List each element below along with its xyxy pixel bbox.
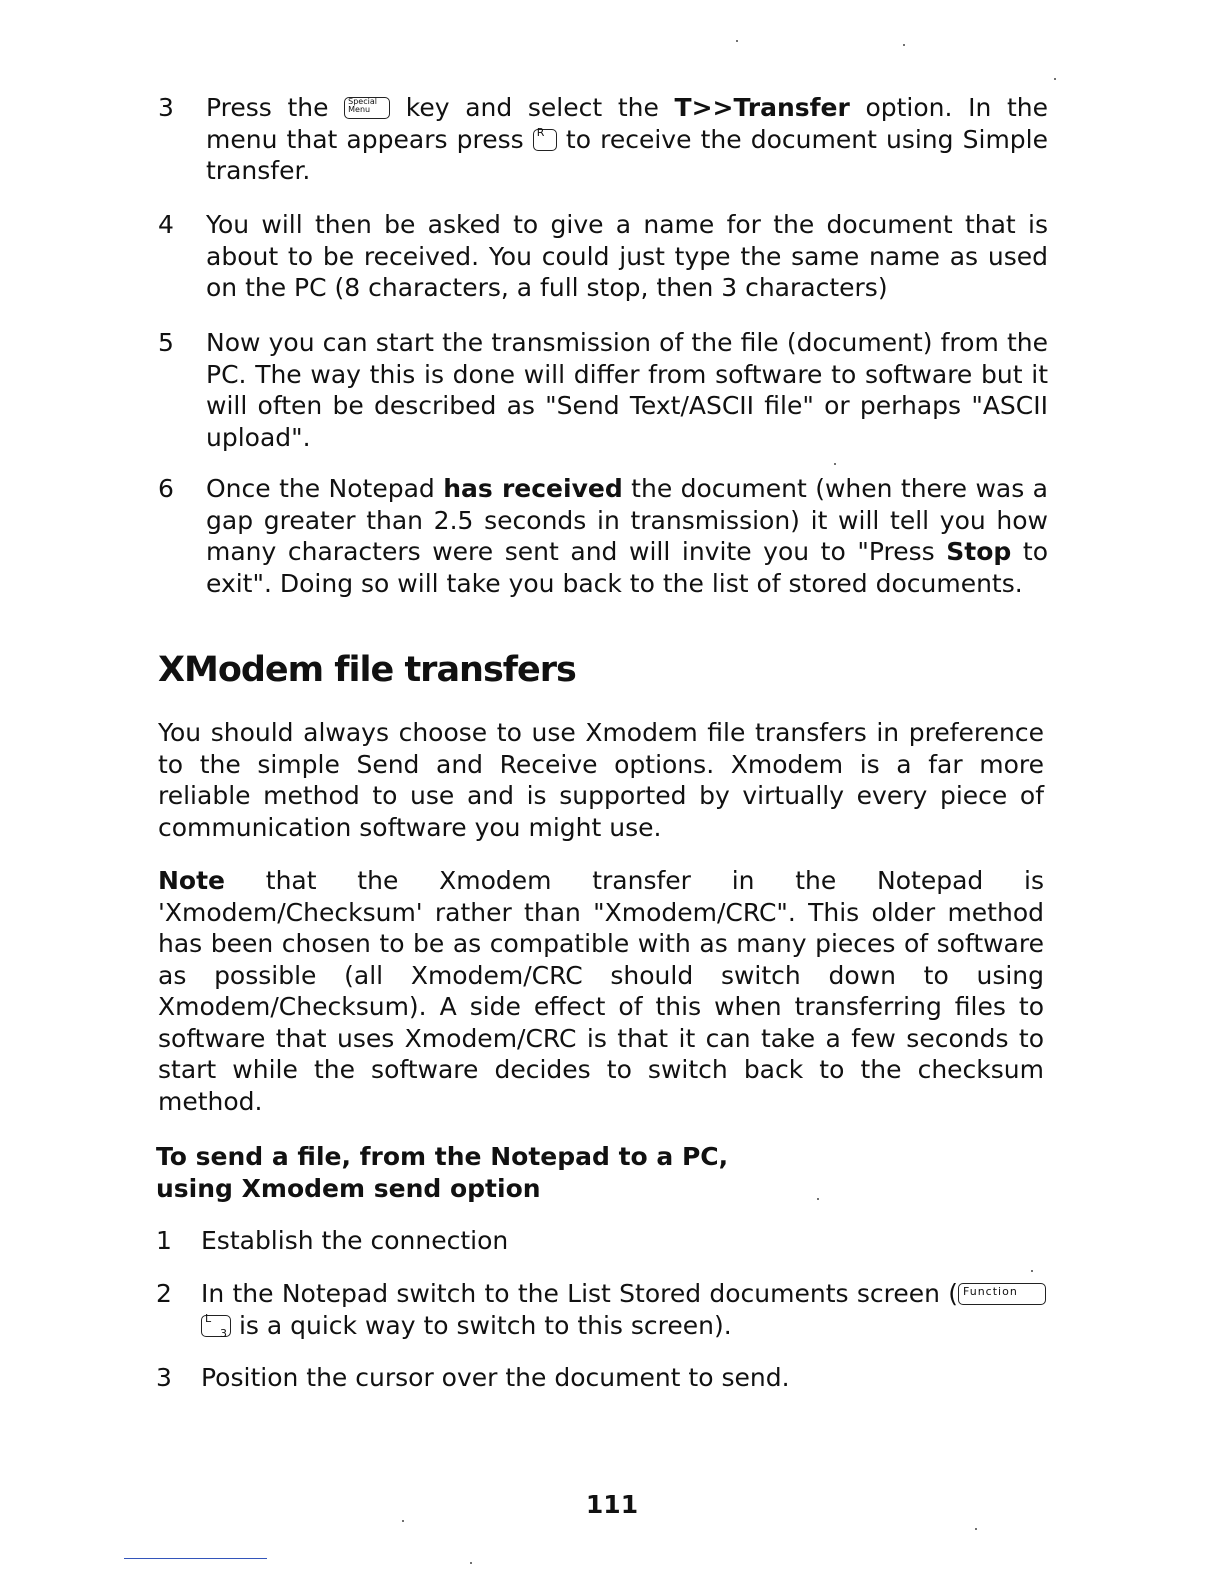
scan-speck bbox=[817, 1198, 819, 1200]
scan-speck bbox=[834, 463, 836, 465]
scan-speck bbox=[736, 40, 738, 42]
scan-speck bbox=[470, 1562, 472, 1564]
scan-speck bbox=[1054, 78, 1056, 80]
step-6-received bbox=[158, 473, 1048, 599]
section-heading: XModem file transfers bbox=[158, 650, 576, 690]
step-text: Press the Special Menu key and select the T>>Transfer option. In the menu that appears press R to receive the document using Simple transfer. bbox=[206, 93, 1049, 185]
l-key-icon: L 3 bbox=[201, 1315, 231, 1337]
send-step-1 bbox=[156, 1225, 1046, 1257]
step-number: 5 bbox=[158, 328, 174, 357]
scan-speck bbox=[903, 44, 905, 46]
step-3-receive bbox=[158, 92, 1048, 187]
scan-speck bbox=[1031, 1270, 1033, 1272]
step-text: Now you can start the transmission of the file (document) from the PC. The way this is done will differ from software to software but it will often be described as "Send Text/ASCII file" or perhaps "ASCII upload". bbox=[206, 328, 1048, 452]
scan-line-artifact bbox=[124, 1558, 267, 1559]
send-step-2 bbox=[156, 1278, 1046, 1341]
scan-speck bbox=[975, 1528, 977, 1530]
r-key-icon: R bbox=[533, 129, 557, 151]
send-step-3 bbox=[156, 1362, 1046, 1394]
step-number: 6 bbox=[158, 474, 174, 503]
step-number: 2 bbox=[156, 1279, 172, 1308]
step-text: You will then be asked to give a name for the document that is about to be received. You could just type the same name as used on the PC (8 characters, a full stop, then 3 characters) bbox=[206, 210, 1048, 302]
step-text: Position the cursor over the document to send. bbox=[201, 1363, 790, 1392]
special-menu-key-icon: Special Menu bbox=[344, 97, 390, 119]
note-paragraph: Note that the Xmodem transfer in the Notepad is 'Xmodem/Checksum' rather than "Xmodem/CRC". This older method has been chosen to be as compatible with as many pieces of software as possible (all Xmodem/CRC should switch down to using Xmodem/Checksum). A side effect of this when transferring files to software that uses Xmodem/CRC is that it can take a few seconds to start while the software decides to switch back to the checksum method. bbox=[158, 866, 1045, 1116]
step-4-name-document bbox=[158, 209, 1048, 304]
step-number: 4 bbox=[158, 210, 174, 239]
intro-paragraph: You should always choose to use Xmodem file transfers in preference to the simple Send and Receive options. Xmodem is a far more reliable method to use and is supported by virtually every piece of communication software you might use. bbox=[158, 718, 1044, 842]
step-number: 3 bbox=[156, 1363, 172, 1392]
page-number: 111 bbox=[585, 1490, 639, 1519]
step-text: Establish the connection bbox=[201, 1226, 509, 1255]
step-number: 1 bbox=[156, 1226, 172, 1255]
note-label: Note bbox=[158, 866, 226, 895]
step-text: In the Notepad switch to the List Stored documents screen ( Function L 3 is a quick way to switch to this screen). bbox=[201, 1278, 1046, 1341]
step-5-start-transmission bbox=[158, 327, 1048, 453]
procedure-subheading: To send a file, from the Notepad to a PC, using Xmodem send option bbox=[156, 1142, 729, 1203]
scan-speck bbox=[402, 1520, 404, 1522]
function-key-icon: Function bbox=[958, 1283, 1046, 1305]
step-number: 3 bbox=[158, 93, 174, 122]
step-text: Once the Notepad has received the document (when there was a gap greater than 2.5 seconds in transmission) it will tell you how many characters were sent and will invite you to "Press Stop to exit". Doing so will take you back to the list of stored documents. bbox=[206, 474, 1049, 598]
